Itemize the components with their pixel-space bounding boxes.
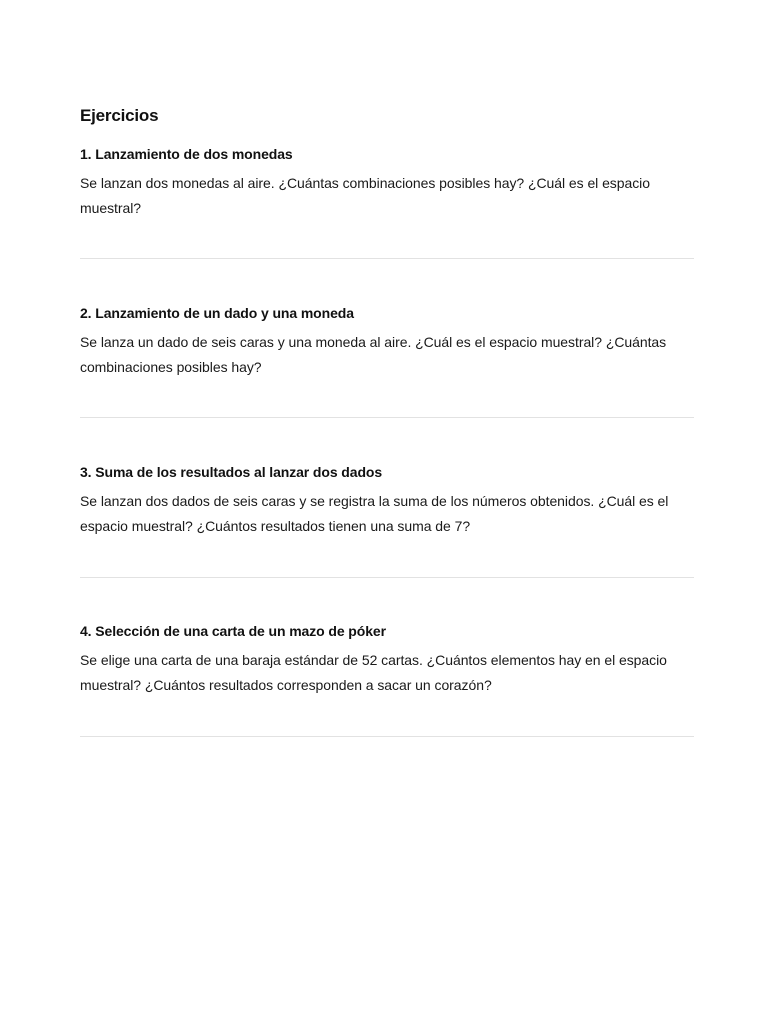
- exercise-3: [80, 462, 694, 539]
- exercise-heading: 3. Suma de los resultados al lanzar dos dados: [80, 464, 383, 480]
- document-page: [80, 104, 694, 737]
- exercise-4: [80, 621, 694, 698]
- divider: [80, 577, 694, 578]
- exercise-text: Se elige una carta de una baraja estándar de 52 cartas. ¿Cuántos elementos hay en el espacio muestral? ¿Cuántos resultados corresponden a sacar un corazón?: [80, 652, 667, 693]
- exercise-2: [80, 303, 694, 380]
- divider: [80, 258, 694, 259]
- exercise-1: [80, 144, 694, 221]
- exercise-heading: 1. Lanzamiento de dos monedas: [80, 146, 293, 162]
- exercise-heading: 4. Selección de una carta de un mazo de póker: [80, 623, 386, 639]
- exercise-heading: 2. Lanzamiento de un dado y una moneda: [80, 305, 354, 321]
- exercise-text: Se lanzan dos monedas al aire. ¿Cuántas combinaciones posibles hay? ¿Cuál es el espacio muestral?: [80, 175, 650, 216]
- divider: [80, 736, 694, 737]
- exercise-text: Se lanzan dos dados de seis caras y se registra la suma de los números obtenidos. ¿Cuál es el espacio muestral? ¿Cuántos resultados tienen una suma de 7?: [80, 493, 669, 534]
- divider: [80, 417, 694, 418]
- exercise-text: Se lanza un dado de seis caras y una moneda al aire. ¿Cuál es el espacio muestral? ¿Cuántas combinaciones posibles hay?: [80, 334, 667, 375]
- page-title: Ejercicios: [80, 106, 159, 125]
